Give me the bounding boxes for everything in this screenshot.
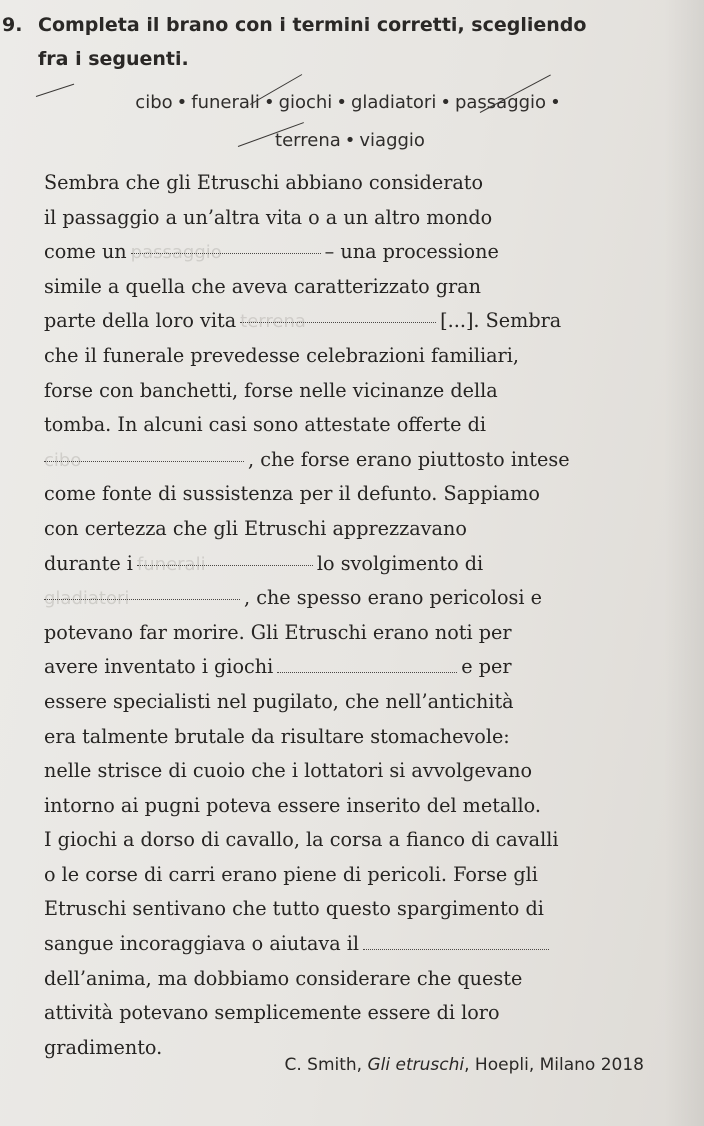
passage-text: forse con banchetti, forse nelle vicinanze della [44, 378, 498, 402]
bullet-separator: • [440, 92, 451, 113]
blank-4[interactable] [136, 547, 313, 575]
passage-text: Etruschi sentivano che tutto questo spargimento di [44, 897, 544, 921]
word-option[interactable]: giochi [278, 92, 333, 113]
passage-text: e per [461, 655, 512, 679]
erased-answer: terrena [240, 311, 306, 333]
passage-line [44, 477, 656, 512]
passage-text: come fonte di sussistenza per il defunto. Sappiamo [44, 482, 540, 506]
passage-line [44, 443, 656, 478]
passage-text: , che forse erano piuttosto intese [248, 447, 570, 471]
passage-text: come un [44, 240, 127, 264]
passage-line [44, 304, 656, 339]
passage-line [44, 996, 656, 1031]
passage-line [44, 858, 656, 893]
passage-line [44, 408, 656, 443]
word-option[interactable]: gladiatori [350, 92, 437, 113]
exercise-number: 9. [2, 14, 23, 36]
blank-7[interactable] [363, 931, 549, 950]
word-bank [30, 84, 670, 160]
passage-line [44, 962, 656, 997]
passage-text: simile a quella che aveva caratterizzato gran [44, 274, 481, 298]
page-edge-shadow [664, 0, 704, 1126]
passage-text: attività potevano semplicemente essere di loro [44, 1001, 500, 1025]
passage-line [44, 823, 656, 858]
passage-text: essere specialisti nel pugilato, che nell’antichità [44, 689, 514, 713]
blank-6[interactable] [277, 654, 457, 673]
citation-author: C. Smith, [284, 1055, 363, 1075]
erased-answer: gladiatori [44, 588, 130, 610]
passage-text: con certezza che gli Etruschi apprezzavano [44, 516, 467, 540]
passage-line [44, 374, 656, 409]
passage-text: era talmente brutale da risultare stomachevole: [44, 724, 510, 748]
bullet-separator: • [344, 130, 356, 151]
passage-line [44, 616, 656, 651]
passage-text: il passaggio a un’altra vita o a un altro mondo [44, 205, 493, 229]
passage-text: tomba. In alcuni casi sono attestate offerte di [44, 413, 487, 437]
passage-text: , che spesso erano pericolosi e [244, 586, 542, 610]
bullet-separator: • [176, 92, 188, 113]
passage-line [44, 754, 656, 789]
passage-text: potevano far morire. Gli Etruschi erano noti per [44, 620, 512, 644]
passage-text: durante i [44, 551, 133, 575]
passage-text: – una processione [324, 240, 499, 264]
passage-line [44, 720, 656, 755]
passage-line [44, 581, 656, 616]
passage-line [44, 927, 656, 962]
passage [44, 166, 656, 1065]
passage-text: I giochi a dorso di cavallo, la corsa a fianco di cavalli [44, 828, 559, 852]
citation-publisher: , Hoepli, Milano 2018 [464, 1055, 644, 1075]
erased-answer: cibo [44, 449, 82, 471]
word-option[interactable]: viaggio [359, 130, 425, 151]
passage-line [44, 789, 656, 824]
word-option[interactable]: funerali [191, 92, 260, 113]
passage-text: intorno ai pugni poteva essere inserito del metallo. [44, 793, 541, 817]
passage-text: Sembra che gli Etruschi abbiano considerato [44, 171, 484, 194]
bullet-separator: • [263, 92, 275, 113]
blank-5[interactable] [44, 581, 240, 610]
passage-line [44, 512, 656, 547]
erased-answer: passaggio [130, 242, 222, 264]
passage-text: parte della loro vita [44, 309, 237, 333]
passage-text: o le corse di carri erano piene di pericoli. Forse gli [44, 862, 538, 886]
passage-line [44, 892, 656, 927]
word-bank-row-2 [30, 122, 670, 160]
word-option[interactable]: cibo [135, 92, 173, 113]
passage-text: [...]. Sembra [440, 309, 562, 333]
passage-text: gradimento. [44, 1035, 163, 1059]
passage-line [44, 685, 656, 720]
passage-text: sangue incoraggiava o aiutava il [44, 932, 360, 956]
passage-line [44, 166, 656, 201]
blank-3[interactable] [44, 443, 244, 471]
passage-line [44, 270, 656, 305]
word-option[interactable]: passaggio [454, 92, 547, 113]
passage-line [44, 650, 656, 685]
bullet-separator: • [550, 92, 561, 113]
passage-line [44, 547, 656, 582]
passage-text: dell’anima, ma dobbiamo considerare che queste [44, 966, 523, 990]
word-bank-row-1 [30, 84, 670, 122]
bullet-separator: • [336, 92, 347, 113]
exercise-instruction: Completa il brano con i termini corretti, scegliendo [38, 14, 587, 36]
passage-text: avere inventato i giochi [44, 655, 274, 679]
passage-text: nelle strisce di cuoio che i lottatori si avvolgevano [44, 759, 533, 783]
passage-line [44, 235, 656, 270]
blank-1[interactable] [130, 235, 321, 264]
passage-line [44, 339, 656, 374]
citation [284, 1055, 644, 1075]
passage-line [44, 201, 656, 236]
exercise-header [2, 8, 692, 76]
word-option[interactable]: terrena [275, 130, 341, 151]
citation-title: Gli etruschi [367, 1055, 465, 1075]
passage-text: che il funerale prevedesse celebrazioni familiari, [44, 343, 519, 367]
erased-answer: funerali [136, 553, 206, 575]
blank-2[interactable] [240, 304, 436, 333]
passage-text: lo svolgimento di [316, 551, 484, 575]
exercise-instruction-cont: fra i seguenti. [38, 48, 189, 70]
